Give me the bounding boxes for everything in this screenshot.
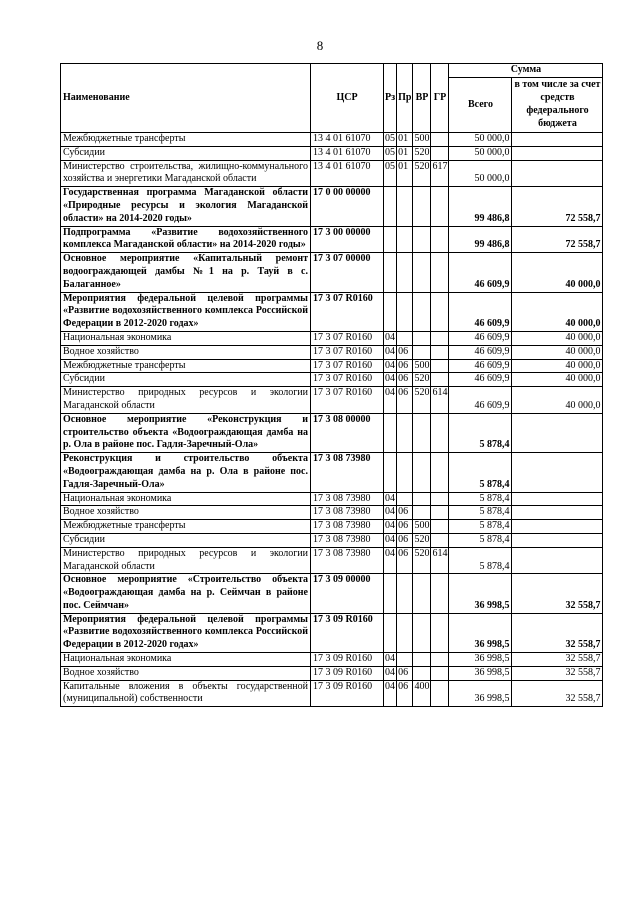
row-federal: 32 558,7 (512, 653, 603, 667)
row-rz (384, 613, 397, 652)
row-federal: 72 558,7 (512, 226, 603, 253)
row-gr (431, 533, 449, 547)
row-pr (397, 574, 413, 613)
row-federal: 40 000,0 (512, 359, 603, 373)
row-federal: 40 000,0 (512, 345, 603, 359)
row-name: Мероприятия федеральной целевой программы «Развитие водохозяйственного комплекса Российской Федерации в 2012-2020 годах» (61, 292, 311, 331)
table-row (61, 520, 603, 534)
row-vr: 500 (413, 133, 431, 147)
row-federal (512, 160, 603, 187)
row-pr (397, 413, 413, 452)
row-vr: 520 (413, 373, 431, 387)
row-federal: 32 558,7 (512, 666, 603, 680)
row-total: 50 000,0 (449, 160, 512, 187)
row-gr (431, 187, 449, 226)
row-rz (384, 292, 397, 331)
row-total: 46 609,9 (449, 373, 512, 387)
row-vr (413, 492, 431, 506)
row-vr: 520 (413, 160, 431, 187)
row-gr (431, 453, 449, 492)
row-rz: 05 (384, 160, 397, 187)
row-federal (512, 506, 603, 520)
row-pr (397, 292, 413, 331)
row-name: Водное хозяйство (61, 666, 311, 680)
table-row (61, 133, 603, 147)
row-total: 5 878,4 (449, 547, 512, 574)
header-rz: Рз (384, 64, 397, 133)
row-gr (431, 413, 449, 452)
row-pr (397, 653, 413, 667)
row-name: Национальная экономика (61, 653, 311, 667)
row-federal: 32 558,7 (512, 680, 603, 707)
row-pr (397, 613, 413, 652)
row-name: Межбюджетные трансферты (61, 520, 311, 534)
table-row (61, 506, 603, 520)
row-rz: 04 (384, 680, 397, 707)
row-rz: 04 (384, 331, 397, 345)
row-gr (431, 506, 449, 520)
row-vr: 500 (413, 520, 431, 534)
row-name: Министерство строительства, жилищно-коммунального хозяйства и энергетики Магаданской области (61, 160, 311, 187)
table-header (61, 64, 603, 133)
row-pr: 06 (397, 533, 413, 547)
row-federal (512, 520, 603, 534)
row-total: 50 000,0 (449, 146, 512, 160)
row-total: 99 486,8 (449, 187, 512, 226)
row-csr: 17 3 09 R0160 (311, 666, 384, 680)
row-csr: 17 3 08 73980 (311, 506, 384, 520)
row-rz: 05 (384, 146, 397, 160)
row-name: Основное мероприятие «Строительство объекта «Водоограждающая дамба на р. Сеймчан в районе пос. Сеймчан» (61, 574, 311, 613)
header-federal: в том числе за счет средств федерального бюджета (512, 77, 603, 132)
row-csr: 17 3 09 00000 (311, 574, 384, 613)
row-name: Водное хозяйство (61, 506, 311, 520)
row-csr: 17 3 08 73980 (311, 547, 384, 574)
row-gr (431, 359, 449, 373)
row-csr: 13 4 01 61070 (311, 160, 384, 187)
row-total: 99 486,8 (449, 226, 512, 253)
row-vr (413, 574, 431, 613)
row-csr: 17 3 08 73980 (311, 453, 384, 492)
table-row (61, 533, 603, 547)
row-csr: 17 3 08 73980 (311, 533, 384, 547)
row-total: 5 878,4 (449, 520, 512, 534)
row-vr (413, 653, 431, 667)
row-csr: 17 0 00 00000 (311, 187, 384, 226)
row-name: Капитальные вложения в объекты государственной (муниципальной) собственности (61, 680, 311, 707)
row-vr: 520 (413, 533, 431, 547)
row-csr: 17 3 07 R0160 (311, 387, 384, 414)
header-pr: Пр (397, 64, 413, 133)
row-csr: 17 3 09 R0160 (311, 653, 384, 667)
row-csr: 17 3 08 00000 (311, 413, 384, 452)
row-name: Межбюджетные трансферты (61, 359, 311, 373)
row-name: Министерство природных ресурсов и экологии Магаданской области (61, 387, 311, 414)
row-total: 36 998,5 (449, 653, 512, 667)
table-row (61, 547, 603, 574)
row-pr: 06 (397, 680, 413, 707)
row-name: Субсидии (61, 533, 311, 547)
row-csr: 17 3 08 73980 (311, 520, 384, 534)
row-federal (512, 547, 603, 574)
row-name: Межбюджетные трансферты (61, 133, 311, 147)
row-total: 5 878,4 (449, 506, 512, 520)
header-total: Всего (449, 77, 512, 132)
row-total: 46 609,9 (449, 345, 512, 359)
row-vr: 520 (413, 387, 431, 414)
row-total: 46 609,9 (449, 253, 512, 292)
row-total: 5 878,4 (449, 533, 512, 547)
row-gr (431, 680, 449, 707)
row-pr: 01 (397, 133, 413, 147)
table-row (61, 413, 603, 452)
row-vr: 400 (413, 680, 431, 707)
row-total: 5 878,4 (449, 492, 512, 506)
row-federal (512, 146, 603, 160)
row-name: Реконструкция и строительство объекта «Водоограждающая дамба на р. Ола в районе пос. Гадля-Заречный-Ола» (61, 453, 311, 492)
row-total: 46 609,9 (449, 331, 512, 345)
row-gr (431, 226, 449, 253)
row-federal (512, 453, 603, 492)
row-gr (431, 613, 449, 652)
header-sum: Сумма (449, 64, 603, 78)
row-name: Основное мероприятие «Капитальный ремонт водоограждающей дамбы №1 на р. Тауй в с. Балаганное» (61, 253, 311, 292)
table-row (61, 666, 603, 680)
row-federal: 40 000,0 (512, 253, 603, 292)
table-row (61, 492, 603, 506)
row-vr (413, 506, 431, 520)
row-gr: 614 (431, 547, 449, 574)
row-name: Субсидии (61, 146, 311, 160)
row-gr (431, 133, 449, 147)
row-rz: 04 (384, 359, 397, 373)
row-name: Государственная программа Магаданской области «Природные ресурсы и экология Магаданской области» на 2014-2020 годы» (61, 187, 311, 226)
row-pr (397, 253, 413, 292)
row-rz (384, 253, 397, 292)
row-pr: 01 (397, 146, 413, 160)
row-vr (413, 331, 431, 345)
row-vr (413, 613, 431, 652)
row-gr (431, 373, 449, 387)
row-pr (397, 492, 413, 506)
table-row (61, 160, 603, 187)
row-csr: 17 3 07 R0160 (311, 373, 384, 387)
table-row (61, 613, 603, 652)
row-pr: 06 (397, 520, 413, 534)
row-total: 46 609,9 (449, 359, 512, 373)
row-gr (431, 520, 449, 534)
row-vr (413, 666, 431, 680)
row-pr: 01 (397, 160, 413, 187)
row-name: Водное хозяйство (61, 345, 311, 359)
row-gr (431, 574, 449, 613)
row-rz: 04 (384, 506, 397, 520)
row-gr: 617 (431, 160, 449, 187)
header-csr: ЦСР (311, 64, 384, 133)
row-pr (397, 331, 413, 345)
row-csr: 13 4 01 61070 (311, 146, 384, 160)
row-vr: 520 (413, 146, 431, 160)
header-gr: ГР (431, 64, 449, 133)
row-pr (397, 187, 413, 226)
row-rz (384, 453, 397, 492)
row-federal: 40 000,0 (512, 387, 603, 414)
table-row (61, 574, 603, 613)
row-csr: 17 3 07 R0160 (311, 359, 384, 373)
row-name: Основное мероприятие «Реконструкция и строительство объекта «Водоограждающая дамба на р. Ола в районе пос. Гадля-Заречный-Ола» (61, 413, 311, 452)
row-federal: 40 000,0 (512, 373, 603, 387)
table-row (61, 653, 603, 667)
row-csr: 17 3 08 73980 (311, 492, 384, 506)
row-csr: 17 3 00 00000 (311, 226, 384, 253)
row-gr (431, 345, 449, 359)
budget-table (60, 63, 603, 707)
table-row (61, 345, 603, 359)
row-gr (431, 666, 449, 680)
row-total: 5 878,4 (449, 413, 512, 452)
row-total: 36 998,5 (449, 680, 512, 707)
table-row (61, 373, 603, 387)
row-rz: 04 (384, 547, 397, 574)
row-total: 46 609,9 (449, 387, 512, 414)
row-csr: 17 3 07 R0160 (311, 292, 384, 331)
row-rz (384, 187, 397, 226)
row-pr: 06 (397, 373, 413, 387)
row-federal (512, 492, 603, 506)
row-csr: 17 3 07 00000 (311, 253, 384, 292)
page-number: 8 (316, 38, 324, 53)
row-rz: 04 (384, 492, 397, 506)
row-rz (384, 574, 397, 613)
table-row (61, 453, 603, 492)
row-rz: 04 (384, 533, 397, 547)
row-pr: 06 (397, 547, 413, 574)
row-csr: 17 3 07 R0160 (311, 331, 384, 345)
row-federal (512, 533, 603, 547)
row-total: 36 998,5 (449, 613, 512, 652)
row-total: 36 998,5 (449, 666, 512, 680)
table-row (61, 680, 603, 707)
row-vr (413, 187, 431, 226)
row-gr (431, 292, 449, 331)
row-name: Национальная экономика (61, 492, 311, 506)
row-vr (413, 413, 431, 452)
row-gr (431, 492, 449, 506)
row-vr (413, 345, 431, 359)
row-vr (413, 292, 431, 331)
row-rz: 04 (384, 387, 397, 414)
row-vr: 500 (413, 359, 431, 373)
table-row (61, 331, 603, 345)
row-rz: 05 (384, 133, 397, 147)
row-federal: 72 558,7 (512, 187, 603, 226)
header-name: Наименование (61, 64, 311, 133)
row-pr: 06 (397, 387, 413, 414)
table-row (61, 187, 603, 226)
row-csr: 17 3 07 R0160 (311, 345, 384, 359)
table-row (61, 387, 603, 414)
table-row (61, 226, 603, 253)
row-gr: 614 (431, 387, 449, 414)
row-gr (431, 146, 449, 160)
row-name: Субсидии (61, 373, 311, 387)
row-total: 5 878,4 (449, 453, 512, 492)
row-rz: 04 (384, 345, 397, 359)
row-rz: 04 (384, 520, 397, 534)
row-federal: 40 000,0 (512, 292, 603, 331)
row-vr (413, 226, 431, 253)
row-name: Министерство природных ресурсов и экологии Магаданской области (61, 547, 311, 574)
table-row (61, 359, 603, 373)
row-federal (512, 413, 603, 452)
row-pr: 06 (397, 666, 413, 680)
row-rz (384, 226, 397, 253)
row-csr: 13 4 01 61070 (311, 133, 384, 147)
table-row (61, 253, 603, 292)
table-row (61, 146, 603, 160)
row-pr: 06 (397, 506, 413, 520)
row-vr (413, 453, 431, 492)
row-pr (397, 226, 413, 253)
row-rz: 04 (384, 653, 397, 667)
row-federal: 32 558,7 (512, 613, 603, 652)
table-row (61, 292, 603, 331)
row-name: Национальная экономика (61, 331, 311, 345)
row-csr: 17 3 09 R0160 (311, 613, 384, 652)
row-csr: 17 3 09 R0160 (311, 680, 384, 707)
row-pr: 06 (397, 359, 413, 373)
header-vr: ВР (413, 64, 431, 133)
row-pr (397, 453, 413, 492)
row-federal (512, 133, 603, 147)
row-federal: 40 000,0 (512, 331, 603, 345)
row-vr (413, 253, 431, 292)
row-rz: 04 (384, 373, 397, 387)
row-name: Подпрограмма «Развитие водохозяйственного комплекса Магаданской области» на 2014-2020 годы» (61, 226, 311, 253)
row-total: 50 000,0 (449, 133, 512, 147)
row-rz: 04 (384, 666, 397, 680)
row-vr: 520 (413, 547, 431, 574)
row-gr (431, 331, 449, 345)
row-name: Мероприятия федеральной целевой программы «Развитие водохозяйственного комплекса Российской Федерации в 2012-2020 годах» (61, 613, 311, 652)
row-total: 46 609,9 (449, 292, 512, 331)
row-total: 36 998,5 (449, 574, 512, 613)
row-federal: 32 558,7 (512, 574, 603, 613)
row-gr (431, 653, 449, 667)
row-gr (431, 253, 449, 292)
row-rz (384, 413, 397, 452)
row-pr: 06 (397, 345, 413, 359)
table-body (61, 133, 603, 707)
